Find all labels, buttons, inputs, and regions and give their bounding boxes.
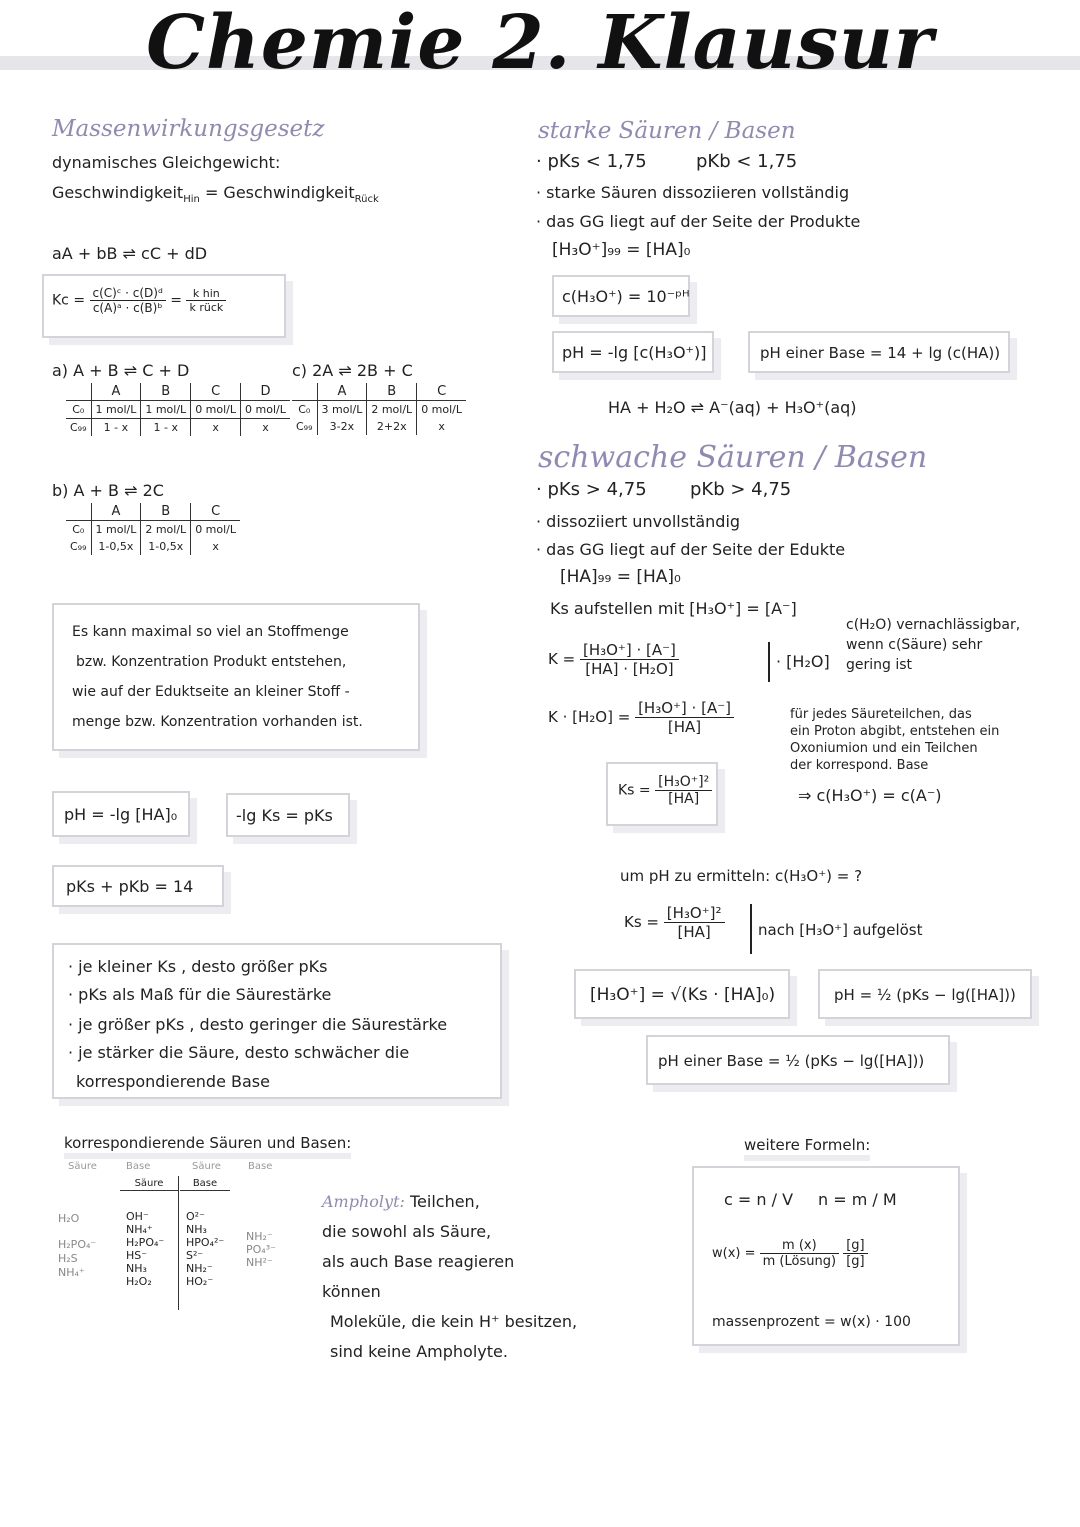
list-item: NH₄⁺ (126, 1223, 153, 1236)
table-row (292, 418, 466, 435)
ks-fraction (655, 774, 712, 807)
korr-sub-base: Base (180, 1178, 230, 1191)
example-a-title: a) A + B ⇌ C + D (52, 361, 190, 380)
note-box (52, 603, 420, 751)
list-item: H₂PO₄⁻ (58, 1238, 97, 1251)
mwg-rate-eq: = Geschwindigkeit (204, 183, 355, 202)
ks-den: [HA] (668, 791, 700, 807)
w-num: m (x) (760, 1238, 839, 1254)
side-note-3: gering ist (846, 657, 913, 673)
table-row (292, 401, 466, 419)
k-fraction (186, 287, 226, 314)
table-cell (66, 503, 91, 521)
k-fraction-weak (580, 641, 679, 678)
korr-col-label-3: Säure (192, 1161, 221, 1172)
ampholyt-line-5: Moleküle, die kein H⁺ besitzen, (330, 1312, 578, 1331)
k-multiplier: · [H₂O] (776, 652, 830, 671)
w-unit-den: [g] (846, 1254, 865, 1269)
ks-box (606, 762, 718, 826)
table-cell: C₉₉ (296, 420, 313, 433)
table-cell: 1-0,5x (91, 538, 141, 555)
list-item: NH₂⁻ (246, 1230, 273, 1243)
mwg-sub-ruck: Rück (354, 194, 379, 206)
table-cell: C₀ (298, 403, 311, 416)
table-cell: B (367, 383, 417, 401)
table-cell: A (317, 383, 367, 401)
solve-note: nach [H₃O⁺] aufgelöst (758, 921, 923, 939)
table-cell: 3 mol/L (317, 401, 367, 419)
ph-formula-box (52, 791, 190, 837)
ks2-divider (750, 904, 752, 954)
table-cell: 1 mol/L (141, 401, 191, 419)
table-cell: 1-0,5x (141, 538, 191, 555)
korr-col-2 (126, 1210, 164, 1288)
list-item: HPO₄²⁻ (186, 1236, 225, 1249)
list-item: NH₂⁻ (186, 1262, 213, 1275)
weak-line-5: Ks aufstellen mit [H₃O⁺] = [A⁻] (550, 599, 797, 618)
korr-col-3 (186, 1210, 224, 1288)
ampholyt-line-6: sind keine Ampholyte. (330, 1342, 508, 1361)
proton-note-4: der korrespond. Base (790, 758, 929, 773)
korr-col-label-4: Base (248, 1161, 273, 1172)
mwg-reaction: aA + bB ⇌ cC + dD (52, 244, 208, 263)
table-cell: A (91, 383, 141, 401)
ampholyt-term: Ampholyt: (322, 1192, 405, 1211)
page-title: Chemie 2. Klausur (146, 0, 934, 86)
example-b-table (66, 503, 240, 555)
example-a-table (66, 383, 290, 436)
weak-ph-box (818, 969, 1032, 1019)
ampholyt-line-1 (322, 1192, 480, 1212)
weak-pks: · pKs > 4,75 (536, 479, 647, 500)
table-cell: C₉₉ (70, 421, 87, 434)
note-line-4: menge bzw. Konzentration vorhanden ist. (72, 714, 363, 730)
strong-box-base (748, 331, 1010, 373)
ks2-fraction (664, 904, 725, 941)
table-cell: C₉₉ (70, 540, 87, 553)
ks2-den: [HA] (677, 923, 711, 941)
mwg-heading: Massenwirkungsgesetz (52, 116, 325, 142)
strong-conc-formula: c(H₃O⁺) = 10⁻ᵖᴴ (562, 287, 690, 306)
note-line-2: bzw. Konzentration Produkt entstehen, (76, 654, 347, 670)
table-cell: C (191, 383, 241, 401)
k-ruck: k rück (189, 301, 224, 314)
pks-formula: -lg Ks = pKs (236, 806, 333, 825)
k2-equation (548, 699, 734, 736)
k2-fraction (635, 699, 734, 736)
kc-box (42, 274, 286, 338)
bullet-1: · je kleiner Ks , desto größer pKs (68, 957, 328, 976)
weak-line-3: · das GG liegt auf der Seite der Edukte (536, 540, 846, 559)
list-item: HS⁻ (126, 1249, 148, 1262)
example-c-table (292, 383, 466, 435)
table-cell: 1 - x (91, 419, 141, 437)
table-cell: 0 mol/L (417, 401, 466, 419)
korr-sub-acid: Säure (120, 1178, 178, 1191)
weak-base-box (646, 1035, 950, 1085)
strong-pkb: pKb < 1,75 (696, 151, 798, 172)
table-cell: C₀ (72, 523, 85, 536)
bullet-4: · je stärker die Säure, desto schwächer die (68, 1043, 410, 1062)
table-row (66, 503, 240, 521)
ks2-label: Ks = (624, 913, 659, 931)
list-item: S²⁻ (186, 1249, 204, 1262)
strong-box-ph (552, 331, 714, 373)
kc-denominator: c(A)ᵃ · c(B)ᵇ (92, 301, 163, 315)
formula-n: n = m / M (818, 1190, 897, 1209)
table-cell: C (191, 503, 240, 521)
strong-ph-formula: pH = -lg [c(H₃O⁺)] (562, 343, 707, 362)
ks-label: Ks = (618, 782, 651, 799)
ampholyt-line-2: die sowohl als Säure, (322, 1222, 492, 1241)
table-cell: D (241, 383, 290, 401)
mass-percent: massenprozent = w(x) · 100 (712, 1314, 911, 1330)
strong-line-2: · starke Säuren dissoziieren vollständig (536, 183, 850, 202)
proton-conclusion: ⇒ c(H₃O⁺) = c(A⁻) (798, 786, 942, 805)
proton-note-3: Oxoniumion und ein Teilchen (790, 741, 978, 756)
strong-line-3: · das GG liegt auf der Seite der Produkte (536, 212, 861, 231)
ph-ask: um pH zu ermitteln: c(H₃O⁺) = ? (620, 867, 863, 885)
bullet-5: korrespondierende Base (76, 1072, 270, 1091)
table-cell: 2 mol/L (141, 521, 191, 539)
h3o-box (574, 969, 790, 1019)
korr-col-1 (58, 1212, 96, 1280)
note-line-3: wie auf der Eduktseite an kleiner Stoff - (72, 684, 350, 700)
ks-formula (618, 774, 712, 807)
table-row (66, 419, 290, 437)
weak-line-4: [HA]₉₉ = [HA]₀ (560, 567, 681, 587)
table-cell (292, 383, 317, 401)
ph-formula: pH = -lg [HA]₀ (64, 805, 178, 824)
k-label: K = (548, 650, 576, 668)
ampholyt-line-3: als auch Base reagieren (322, 1252, 515, 1271)
ks-num: [H₃O⁺]² (655, 774, 712, 791)
h3o-formula: [H₃O⁺] = √(Ks · [HA]₀) (590, 985, 776, 1005)
table-row (66, 401, 290, 419)
strong-box-conc (552, 275, 690, 317)
k-hin: k hin (186, 287, 226, 301)
ampholyt-l1: Teilchen, (409, 1192, 480, 1211)
table-cell (66, 383, 91, 401)
k-den: [HA] · [H₂O] (585, 660, 674, 678)
list-item: OH⁻ (126, 1210, 149, 1223)
k2-num: [H₃O⁺] · [A⁻] (635, 699, 734, 718)
table-row (66, 383, 290, 401)
table-cell: 2+2x (367, 418, 417, 435)
ks2-equation (624, 904, 725, 941)
list-item: H₂O₂ (126, 1275, 152, 1288)
table-cell: B (141, 503, 191, 521)
kc-equals: = (170, 292, 182, 309)
formula-c: c = n / V (724, 1190, 794, 1209)
table-cell: C₀ (72, 403, 85, 416)
pks-formula-box (226, 793, 350, 837)
weak-heading: schwache Säuren / Basen (538, 440, 928, 475)
list-item: H₂PO₄⁻ (126, 1236, 165, 1249)
table-cell: 0 mol/L (191, 401, 241, 419)
formula-w (712, 1238, 868, 1269)
w-unit-fraction (843, 1238, 867, 1269)
korr-col-label-2: Base (126, 1161, 151, 1172)
table-cell: B (141, 383, 191, 401)
table-row (66, 521, 240, 539)
list-item: H₂O (58, 1212, 80, 1225)
kc-label: Kc = (52, 292, 86, 309)
example-c-title: c) 2A ⇌ 2B + C (292, 361, 413, 380)
ks2-num: [H₃O⁺]² (664, 904, 725, 923)
table-cell: 3-2x (317, 418, 367, 435)
strong-pks: · pKs < 1,75 (536, 151, 647, 172)
list-item: H₂S (58, 1252, 78, 1265)
mwg-sub-hin: Hin (183, 194, 200, 206)
mwg-line2 (52, 183, 379, 206)
weak-ph-formula: pH = ½ (pKs − lg([HA])) (834, 986, 1016, 1004)
table-cell: 1 mol/L (91, 521, 141, 539)
side-note-2: wenn c(Säure) sehr (846, 637, 983, 653)
w-label: w(x) = (712, 1246, 756, 1261)
w-unit-num: [g] (843, 1238, 867, 1254)
example-b-title: b) A + B ⇌ 2C (52, 481, 164, 500)
table-cell: 1 - x (141, 419, 191, 437)
mwg-line1: dynamisches Gleichgewicht: (52, 153, 281, 172)
table-cell: x (191, 538, 240, 555)
list-item: NH₃ (186, 1223, 207, 1236)
table-cell: 1 mol/L (91, 401, 141, 419)
ampholyt-line-4: können (322, 1282, 381, 1301)
weak-pkb: pKb > 4,75 (690, 479, 792, 500)
kc-formula (52, 286, 226, 315)
list-item: HO₂⁻ (186, 1275, 214, 1288)
table-cell: A (91, 503, 141, 521)
table-cell: 0 mol/L (191, 521, 240, 539)
table-cell: C (417, 383, 466, 401)
further-box (692, 1166, 960, 1346)
list-item: NH₄⁺ (58, 1266, 85, 1279)
w-den: m (Lösung) (762, 1254, 837, 1269)
proton-note-1: für jedes Säureteilchen, das (790, 707, 972, 722)
further-heading: weitere Formeln: (744, 1135, 870, 1161)
table-cell: 2 mol/L (367, 401, 417, 419)
table-row (66, 538, 240, 555)
table-cell: 0 mol/L (241, 401, 290, 419)
proton-note-2: ein Proton abgibt, entstehen ein (790, 724, 1000, 739)
table-row (292, 383, 466, 401)
k-num: [H₃O⁺] · [A⁻] (580, 641, 679, 660)
bullet-3: · je größer pKs , desto geringer die Säurestärke (68, 1015, 448, 1034)
k-equation (548, 641, 679, 678)
table-cell: x (191, 419, 241, 437)
strong-reaction: HA + H₂O ⇌ A⁻(aq) + H₃O⁺(aq) (608, 398, 857, 417)
table-cell: x (417, 418, 466, 435)
list-item: PO₄³⁻ (246, 1243, 276, 1256)
kc-numerator: c(C)ᶜ · c(D)ᵈ (90, 286, 166, 301)
k2-label: K · [H₂O] = (548, 708, 631, 726)
w-fraction (760, 1238, 839, 1269)
strong-base-formula: pH einer Base = 14 + lg (c(HA)) (760, 344, 1001, 362)
k-divider (768, 642, 770, 682)
mwg-rate-forward: Geschwindigkeit (52, 183, 184, 202)
strong-heading: starke Säuren / Basen (538, 118, 796, 144)
sum-formula-box (52, 865, 224, 907)
bullets-box (52, 943, 502, 1099)
weak-line-2: · dissoziiert unvollständig (536, 512, 741, 531)
list-item: NH₃ (126, 1262, 147, 1275)
list-item: NH²⁻ (246, 1256, 273, 1269)
table-cell: x (241, 419, 290, 437)
korr-divider (178, 1176, 179, 1310)
korr-heading: korrespondierende Säuren und Basen: (64, 1133, 351, 1159)
kc-fraction (90, 286, 166, 315)
weak-base-formula: pH einer Base = ½ (pKs − lg([HA])) (658, 1052, 925, 1070)
sum-formula: pKs + pKb = 14 (66, 877, 194, 896)
list-item: O²⁻ (186, 1210, 205, 1223)
bullet-2: · pKs als Maß für die Säurestärke (68, 985, 332, 1004)
korr-col-label-1: Säure (68, 1161, 97, 1172)
strong-line-4: [H₃O⁺]₉₉ = [HA]₀ (552, 240, 691, 260)
k2-den: [HA] (667, 718, 702, 736)
side-note-1: c(H₂O) vernachlässigbar, (846, 617, 1021, 633)
korr-col-4 (246, 1230, 276, 1269)
note-line-1: Es kann maximal so viel an Stoffmenge (72, 624, 349, 640)
